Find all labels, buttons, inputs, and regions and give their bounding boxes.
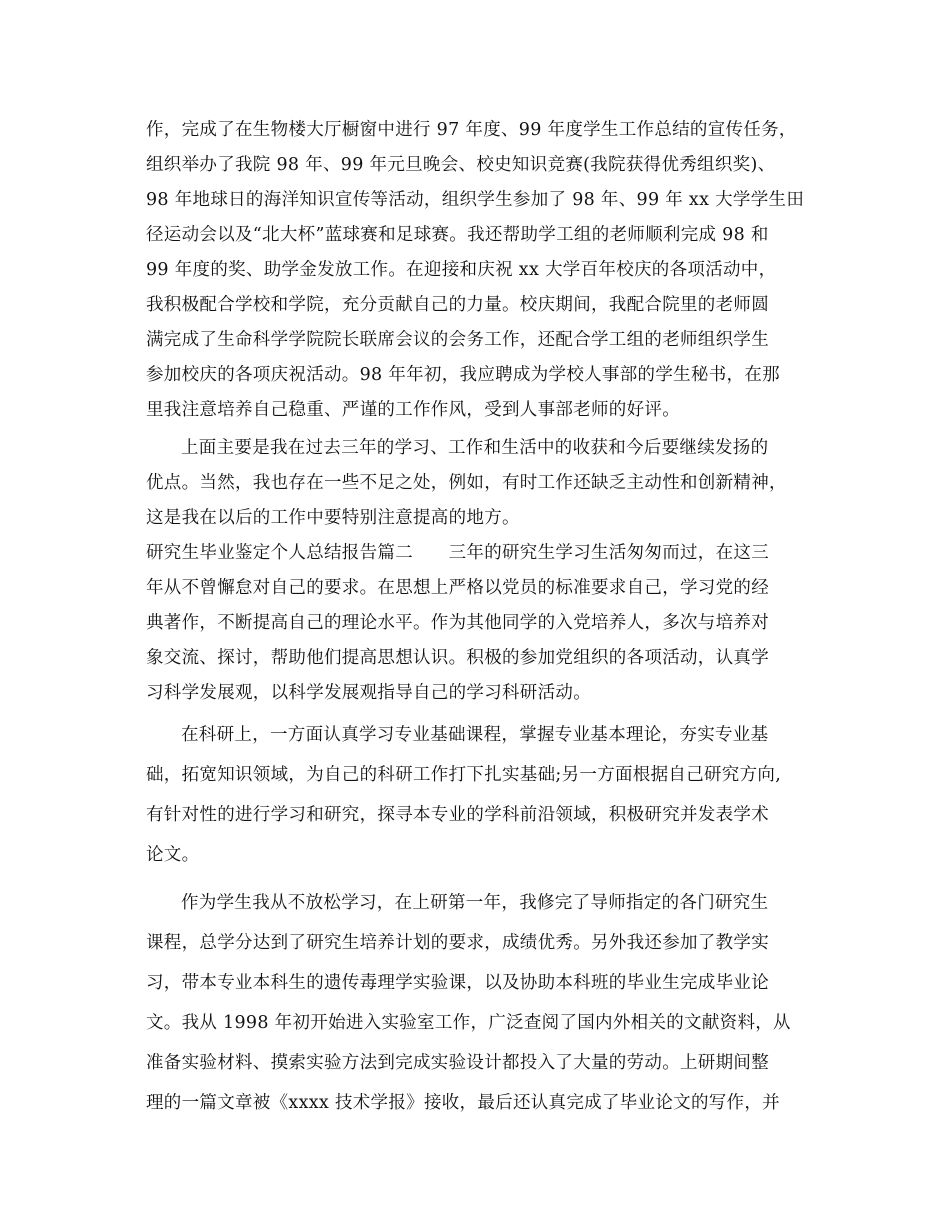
text-line: 习科学发展观，以科学发展观指导自己的学习科研活动。 [146, 683, 591, 703]
text-line: 有针对性的进行学习和研究，探寻本专业的学科前沿领域，积极研究并发表学术 [146, 805, 769, 825]
text-line: 理的一篇文章被《xxxx 技术学报》接收，最后还认真完成了毕业论文的写作，并 [146, 1093, 780, 1113]
text-line: 习，带本专业本科生的遗传毒理学实验课，以及协助本科班的毕业生完成毕业论 [146, 973, 769, 993]
paragraph-first-line: 上面主要是我在过去三年的学习、工作和生活中的收获和今后要继续发扬的 [181, 438, 769, 458]
text-line: 组织举办了我院 98 年、99 年元旦晚会、校史知识竞赛(我院获得优秀组织奖)、 [146, 155, 776, 175]
text-line: 这是我在以后的工作中要特别注意提高的地方。 [146, 508, 520, 528]
text-line: 论文。 [146, 845, 200, 865]
text-line: 年从不曾懈怠对自己的要求。在思想上严格以党员的标准要求自己，学习党的经 [146, 578, 769, 598]
text-line: 径运动会以及“北大杯”蓝球赛和足球赛。我还帮助学工组的老师顺利完成 98 和 [146, 225, 769, 245]
text-line: 优点。当然，我也存在一些不足之处，例如，有时工作还缺乏主动性和创新精神， [146, 473, 787, 493]
text-line: 典著作，不断提高自己的理论水平。作为其他同学的入党培养人，多次与培养对 [146, 613, 769, 633]
text-line: 99 年度的奖、助学金发放工作。在迎接和庆祝 xx 大学百年校庆的各项活动中， [146, 260, 777, 280]
paragraph-first-line: 在科研上，一方面认真学习专业基础课程，掌握专业基本理论，夯实专业基 [181, 725, 769, 745]
text-line: 准备实验材料、摸索实验方法到完成实验设计都投入了大量的劳动。上研期间整 [146, 1053, 769, 1073]
text-line: 作，完成了在生物楼大厅橱窗中进行 97 年度、99 年度学生工作总结的宣传任务， [146, 120, 797, 140]
paragraph-first-line: 作为学生我从不放松学习，在上研第一年，我修完了导师指定的各门研究生 [181, 893, 769, 913]
text-line: 满完成了生命科学学院院长联席会议的会务工作，还配合学工组的老师组织学生 [146, 330, 769, 350]
text-line: 课程，总学分达到了研究生培养计划的要求，成绩优秀。另外我还参加了教学实 [146, 933, 769, 953]
text-line: 里我注意培养自己稳重、严谨的工作作风，受到人事部老师的好评。 [146, 400, 680, 420]
text-line: 文。我从 1998 年初开始进入实验室工作，广泛查阅了国内外相关的文献资料，从 [146, 1013, 791, 1033]
text-line: 98 年地球日的海洋知识宣传等活动，组织学生参加了 98 年、99 年 xx 大学学生田 [146, 190, 805, 210]
section-heading-line: 研究生毕业鉴定个人总结报告篇二 三年的研究生学习生活匆匆而过，在这三 [146, 543, 769, 563]
text-line: 象交流、探讨，帮助他们提高思想认识。积极的参加党组织的各项活动，认真学 [146, 648, 769, 668]
text-line: 参加校庆的各项庆祝活动。98 年年初，我应聘成为学校人事部的学生秘书，在那 [146, 365, 780, 385]
text-line: 我积极配合学校和学院，充分贡献自己的力量。校庆期间，我配合院里的老师圆 [146, 295, 769, 315]
text-line: 础，拓宽知识领域，为自己的科研工作打下扎实基础;另一方面根据自己研究方向, [146, 765, 782, 785]
